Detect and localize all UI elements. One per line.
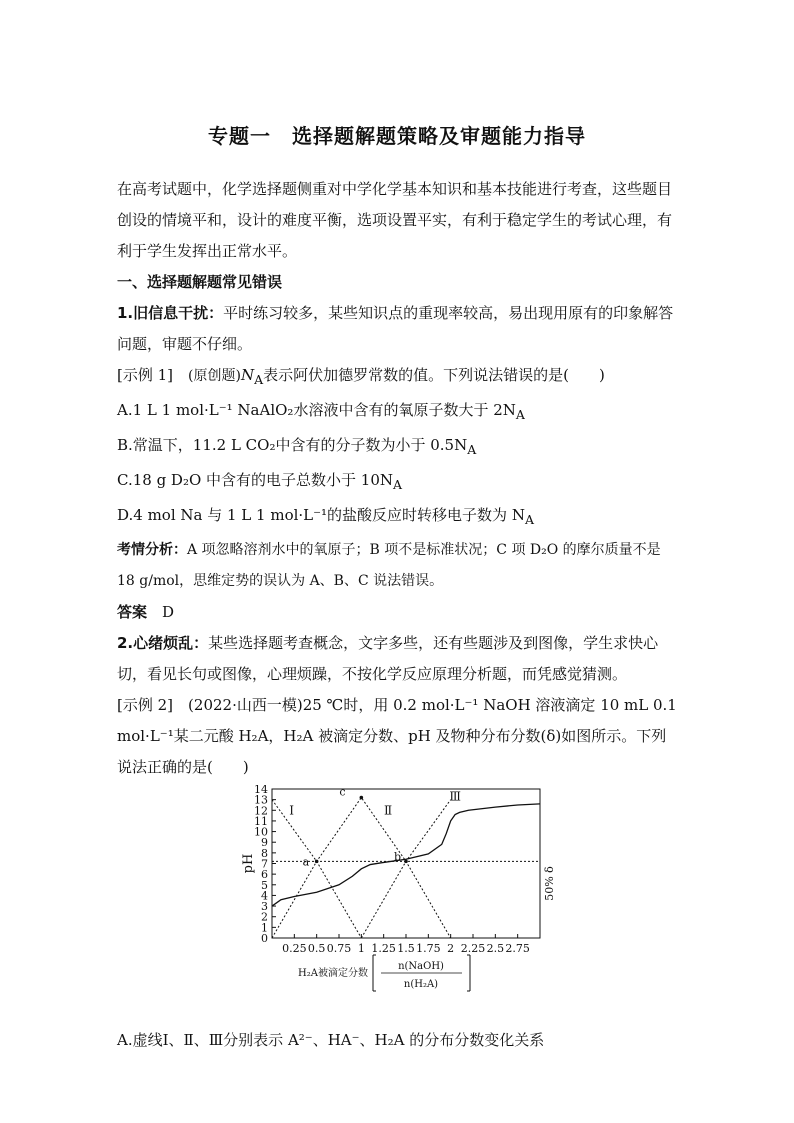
y-tick-label: 5: [261, 878, 268, 892]
curve-label-1: Ⅰ: [289, 803, 295, 818]
y-tick-label: 10: [254, 825, 268, 839]
point-label-b: b: [394, 850, 402, 864]
y-tick-label: 8: [261, 846, 268, 860]
x-tick-label: 1.75: [416, 942, 441, 955]
page-title: 专题一 选择题解题策略及审题能力指导: [208, 124, 586, 148]
option-c-sub: A: [393, 477, 403, 492]
y-tick-label: 14: [254, 785, 268, 796]
option-d: [117, 500, 679, 535]
delta-curve-3: [361, 800, 450, 938]
example-1-stem-text: 表示阿伏加德罗常数的值。下列说法错误的是( ): [263, 366, 605, 384]
item-2-head: 2.心绪烦乱：: [117, 634, 209, 652]
item-1: [117, 298, 679, 360]
item-1-text: 平时练习较多，某些知识点的重现率较高，易出现用原有的印象解答问题，审题不仔细。: [117, 304, 674, 353]
example-2-stem: [117, 690, 679, 783]
y-tick-label: 12: [254, 804, 268, 818]
point-b: [404, 860, 408, 864]
example-1-source: (原创题): [188, 368, 241, 384]
x-tick-label: 2.75: [505, 942, 530, 955]
section-heading: 一、选择题解题常见错误: [117, 273, 283, 291]
item-2: [117, 628, 679, 690]
item-2-text: 某些选择题考查概念，文字多些，还有些题涉及到图像，学生求快心切，看见长句或图像，心理烦躁，不按化学反应原理分析题，而凭感觉猜测。: [117, 634, 659, 683]
option-a: [117, 395, 679, 430]
y2-axis-label: 50% δ: [543, 866, 556, 901]
answer-label: 答案: [117, 603, 148, 621]
curve-label-3: Ⅲ: [449, 789, 461, 804]
y-tick-label: 9: [261, 836, 268, 850]
y-tick-label: 11: [254, 814, 268, 828]
answer-value: D: [162, 603, 175, 621]
titration-chart-svg: [117, 785, 679, 1025]
x-tick-label: 0.25: [282, 942, 307, 955]
intro-paragraph: 在高考试题中，化学选择题侧重对中学化学基本知识和基本技能进行考查，这些题目创设的情境平和，设计的难度平衡，选项设置平实，有利于稳定学生的考试心理，有利于学生发挥出正常水平。: [117, 180, 673, 260]
point-c: [360, 796, 364, 800]
option-c-text: C.18 g D₂O 中含有的电子总数小于 10N: [117, 471, 394, 489]
x-tick-label: 0.5: [307, 942, 326, 955]
y-tick-label: 0: [261, 932, 268, 945]
y-tick-label: 7: [261, 857, 268, 871]
example-2-label: [示例 2]: [117, 696, 174, 714]
y-tick-label: 3: [261, 900, 268, 914]
x-tick-label: 2.5: [486, 942, 505, 955]
y-tick-label: 2: [261, 910, 268, 924]
y-tick-label: 13: [254, 793, 268, 807]
example-1-stem: [117, 360, 679, 395]
example-2-option-a: A.虚线Ⅰ、Ⅱ、Ⅲ分别表示 A²⁻、HA⁻、H₂A 的分布分数变化关系: [117, 1031, 545, 1049]
x-label-denominator: n(H₂A): [403, 979, 439, 990]
titration-chart: [117, 785, 679, 1025]
example-1-na-sub: A: [254, 372, 264, 387]
analysis-label: 考情分析：: [117, 542, 187, 558]
x-label-numerator: n(NaOH): [398, 961, 444, 972]
example-2-source: (2022·山西一模): [188, 696, 303, 714]
y-tick-label: 1: [261, 921, 268, 935]
option-d-text: D.4 mol Na 与 1 L 1 mol·L⁻¹的盐酸反应时转移电子数为 N: [117, 506, 525, 524]
analysis-text: A 项忽略溶剂水中的氧原子；B 项不是标准状况；C 项 D₂O 的摩尔质量不是 18 g/mol，思维定势的误认为 A、B、C 说法错误。: [117, 542, 661, 589]
option-b-text: B.常温下，11.2 L CO₂中含有的分子数为小于 0.5N: [117, 436, 468, 454]
example-1-label: [示例 1]: [117, 366, 174, 384]
option-b: [117, 430, 679, 465]
curve-label-2: Ⅱ: [384, 803, 393, 818]
option-a-text: A.1 L 1 mol·L⁻¹ NaAlO₂水溶液中含有的氧原子数大于 2N: [117, 401, 516, 419]
y-tick-label: 6: [261, 868, 268, 882]
example-1-na: N: [240, 366, 255, 384]
answer-line: [117, 597, 679, 628]
plot-frame: [272, 789, 540, 938]
delta-curve-2: [272, 798, 451, 938]
point-label-c: c: [339, 785, 346, 799]
document-body: [117, 174, 679, 1056]
x-tick-label: 1: [357, 942, 365, 955]
option-d-sub: A: [524, 512, 534, 527]
point-a: [315, 860, 319, 864]
point-label-a: a: [302, 855, 310, 869]
option-a-sub: A: [515, 407, 525, 422]
x-tick-label: 1.5: [397, 942, 415, 955]
x-axis-label: H₂A被滴定分数: [298, 968, 368, 979]
analysis-paragraph: [117, 535, 679, 597]
item-1-head: 1.旧信息干扰：: [117, 304, 224, 322]
delta-curve-1: [272, 800, 361, 938]
option-b-sub: A: [467, 442, 477, 457]
x-tick-label: 2: [447, 942, 455, 955]
y-tick-label: 4: [261, 889, 268, 903]
x-tick-label: 2.25: [460, 942, 486, 955]
example-2-stem-text: 25 ℃时，用 0.2 mol·L⁻¹ NaOH 溶液滴定 10 mL 0.1 mol·L⁻¹某二元酸 H₂A，H₂A 被滴定分数、pH 及物种分布分数(δ)如图所示。下列说法正确的是( ): [117, 696, 677, 776]
y-axis-label: pH: [241, 853, 256, 874]
option-c: [117, 465, 679, 500]
x-tick-label: 1.25: [371, 942, 396, 955]
x-tick-label: 0.75: [326, 942, 352, 955]
